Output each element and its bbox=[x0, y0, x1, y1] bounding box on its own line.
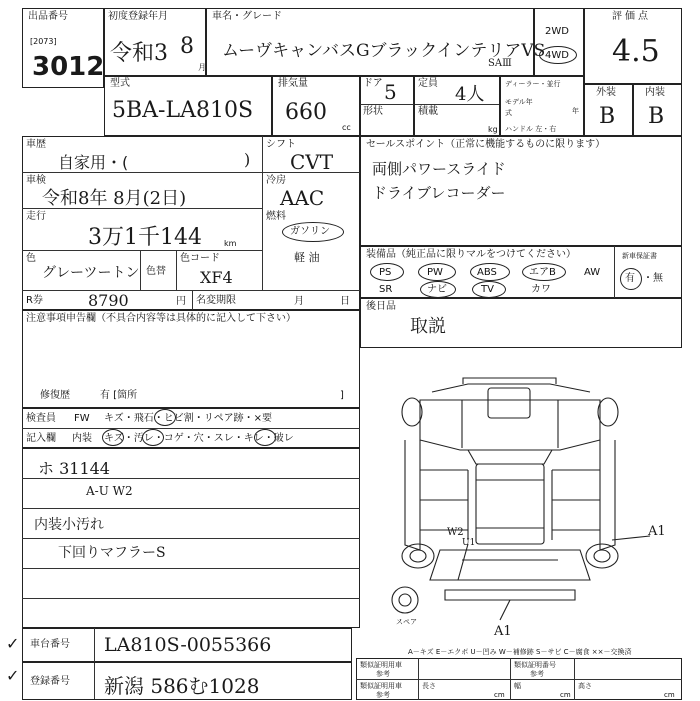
inspection-value: 令和8年 8月(2日) bbox=[42, 188, 187, 209]
loading-label: 積載 bbox=[418, 106, 438, 117]
cert3-sub: 参考 bbox=[376, 691, 390, 699]
cert1-sub: 参考 bbox=[376, 670, 390, 678]
shift-value: CVT bbox=[290, 150, 334, 174]
recycle-value: 8790 bbox=[88, 291, 129, 310]
model-year-label: モデル年式 bbox=[505, 98, 533, 117]
score-label: 評価点 bbox=[612, 11, 651, 22]
inspector-label2: 記入欄 bbox=[26, 433, 56, 444]
mark-a1-right: A1 bbox=[648, 524, 666, 539]
chassis-value: LA810S-0055366 bbox=[104, 634, 272, 656]
interior-label: 内装 bbox=[645, 87, 665, 98]
handle-label: ハンドル 左・右 bbox=[505, 125, 557, 133]
equip-aw: AW bbox=[584, 267, 601, 278]
after-label: 後日品 bbox=[366, 301, 396, 312]
mark-u1: U1 bbox=[462, 538, 476, 548]
int-label: 内装 bbox=[72, 433, 92, 444]
handwritten-line1: ホ 31144 bbox=[38, 459, 110, 478]
lot-number: 3012 bbox=[32, 52, 105, 82]
length-label: 長さ bbox=[422, 682, 436, 690]
name-change-month: 月 bbox=[294, 296, 304, 307]
car-name-label: 車名・グレード bbox=[212, 11, 282, 22]
color-code: XF4 bbox=[200, 268, 233, 287]
handwritten-line3: 内装小汚れ bbox=[34, 517, 104, 533]
fw-items: キズ・飛石・ヒビ割・リペア跡・×要 bbox=[104, 413, 272, 424]
equip-leather: カワ bbox=[531, 284, 551, 295]
cert2-sub: 参考 bbox=[530, 670, 544, 678]
chassis-label: 車台番号 bbox=[30, 639, 70, 650]
equip-sr: SR bbox=[379, 284, 393, 295]
sales-line2: ドライブレコーダー bbox=[372, 184, 506, 202]
recycle-label: R券 bbox=[26, 295, 43, 306]
capacity-value: 4人 bbox=[455, 84, 485, 105]
width-unit: cm bbox=[560, 691, 571, 699]
mileage-unit: km bbox=[224, 239, 237, 248]
ac-value: AAC bbox=[280, 186, 325, 210]
fuel-gasoline: ガソリン bbox=[290, 226, 330, 237]
mark-w2: W2 bbox=[447, 527, 464, 538]
exterior-label: 外装 bbox=[596, 87, 616, 98]
year-unit: 年 bbox=[572, 107, 579, 115]
model-value: 5BA-LA810S bbox=[112, 98, 254, 123]
first-reg-era: 令和3 bbox=[110, 41, 168, 66]
repair-close: ] bbox=[340, 390, 344, 401]
first-reg-unit: 月 bbox=[198, 63, 206, 72]
fw-label: FW bbox=[74, 413, 90, 424]
warranty-no: ・無 bbox=[643, 273, 663, 284]
car-name-extra: SAⅢ bbox=[488, 58, 512, 69]
sales-line1: 両側パワースライド bbox=[372, 160, 506, 178]
equip-tv: TV bbox=[481, 284, 494, 295]
fuel-label: 燃料 bbox=[266, 211, 286, 222]
usage-value: 自家用・( bbox=[58, 153, 129, 172]
cert3-label: 類似証明用車 bbox=[360, 682, 402, 690]
equip-ps: PS bbox=[379, 267, 392, 278]
equip-navi: ナビ bbox=[427, 284, 447, 295]
repair-value: 有 [箇所 bbox=[100, 390, 138, 401]
usage-label: 車歴 bbox=[26, 139, 46, 150]
handwritten-line4: 下回りマフラーS bbox=[58, 545, 166, 561]
first-reg-label: 初度登録年月 bbox=[108, 11, 168, 22]
color-code-label: 色コード bbox=[180, 253, 220, 264]
recycle-unit: 円 bbox=[176, 296, 186, 307]
int-items: キズ・汚レ・コゲ・穴・スレ・キレ・破レ bbox=[104, 433, 294, 444]
ac-label: 冷房 bbox=[266, 175, 286, 186]
lot-sub: [2073] bbox=[30, 37, 57, 46]
shape-label: 形状 bbox=[363, 106, 383, 117]
height-unit: cm bbox=[664, 691, 675, 699]
capacity-label: 定員 bbox=[418, 78, 438, 89]
cert2-label: 類似証明番号 bbox=[514, 661, 556, 669]
warranty-yes: 有 bbox=[625, 273, 635, 284]
length-unit: cm bbox=[494, 691, 505, 699]
check-mark-1: ✓ bbox=[6, 634, 20, 653]
inspector-label1: 検査員 bbox=[26, 413, 56, 424]
width-label: 幅 bbox=[514, 682, 521, 690]
equipment-label: 装備品（純正品に限りマルをつけてください） bbox=[366, 249, 576, 260]
sales-label: セールスポイント（正常に機能するものに限ります） bbox=[366, 139, 606, 150]
height-label: 高さ bbox=[578, 682, 592, 690]
displacement-label: 排気量 bbox=[278, 78, 308, 89]
plate-value: 新潟 586む1028 bbox=[104, 674, 260, 698]
displacement-value: 660 bbox=[285, 100, 327, 125]
color-label: 色 bbox=[26, 253, 36, 264]
repair-label: 修復歴 bbox=[40, 390, 70, 401]
shift-label: シフト bbox=[266, 139, 296, 150]
inspection-label: 車検 bbox=[26, 175, 46, 186]
car-name: ムーヴキャンバスGブラックインテリアVS bbox=[222, 41, 546, 61]
handwritten-line2: A-U W2 bbox=[86, 484, 133, 498]
mark-a1-bottom: A1 bbox=[494, 624, 512, 639]
first-reg-month: 8 bbox=[180, 34, 194, 59]
equip-abs: ABS bbox=[477, 267, 497, 278]
damage-legend: A－キズ E－エクボ U－凹み W－補修跡 S－サビ C－腐食 ××－交換済 bbox=[408, 648, 632, 656]
drive-2wd: 2WD bbox=[545, 26, 569, 37]
check-mark-2: ✓ bbox=[6, 666, 20, 685]
name-change-label: 名変期限 bbox=[196, 295, 236, 306]
equip-airbag: エアB bbox=[529, 267, 556, 278]
displacement-unit: cc bbox=[342, 123, 351, 132]
cert1-label: 類似証明用車 bbox=[360, 661, 402, 669]
usage-close: ) bbox=[244, 150, 251, 169]
door-value: 5 bbox=[384, 80, 397, 104]
mileage-value: 3万1千144 bbox=[88, 225, 202, 250]
door-label: ドア bbox=[363, 78, 383, 89]
mileage-label: 走行 bbox=[26, 211, 46, 222]
after-value: 取説 bbox=[410, 316, 446, 337]
lot-label: 出品番号 bbox=[28, 11, 68, 22]
score-value: 4.5 bbox=[612, 34, 660, 69]
plate-label: 登録番号 bbox=[30, 676, 70, 687]
model-label: 型式 bbox=[110, 78, 130, 89]
color-value: グレーツートン bbox=[42, 265, 140, 281]
name-change-day: 日 bbox=[340, 296, 350, 307]
spare-label: スペア bbox=[396, 618, 417, 626]
interior-grade: B bbox=[648, 104, 665, 129]
drive-4wd: 4WD bbox=[545, 50, 569, 61]
warranty-label: 新車保証書 bbox=[622, 252, 657, 260]
loading-unit: kg bbox=[488, 125, 498, 134]
exterior-grade: B bbox=[599, 104, 616, 129]
report-label: 注意事項申告欄（不具合内容等は具体的に記入して下さい） bbox=[26, 313, 296, 324]
dealer-label: ディーラー・並行 bbox=[505, 80, 561, 88]
color-change-label: 色替 bbox=[146, 266, 166, 277]
equip-pw: PW bbox=[427, 267, 443, 278]
fuel-diesel: 軽 油 bbox=[294, 251, 320, 264]
